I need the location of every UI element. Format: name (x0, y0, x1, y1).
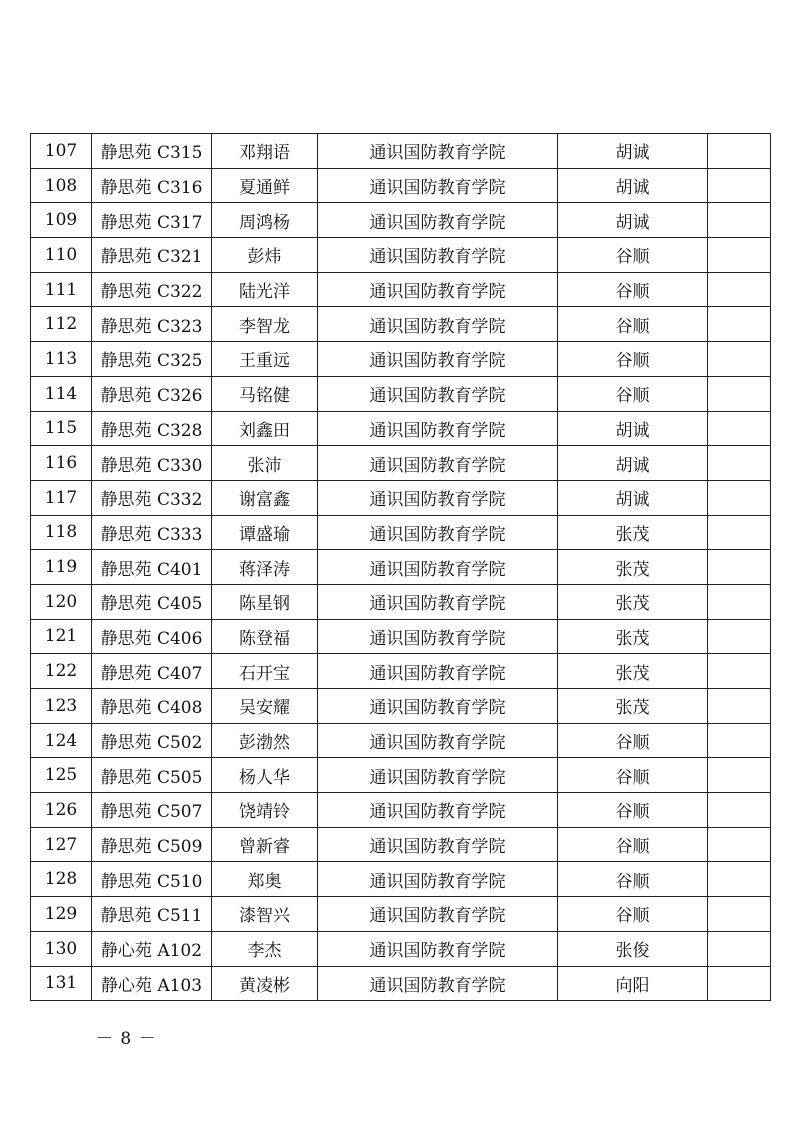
remarks-cell (708, 446, 771, 481)
table-row (31, 689, 771, 724)
table-row (31, 480, 771, 515)
remarks-cell (708, 584, 771, 619)
advisor-name-cell: 谷顺 (558, 758, 708, 793)
table-row (31, 897, 771, 932)
college-cell: 通识国防教育学院 (318, 619, 558, 654)
advisor-name-cell: 谷顺 (558, 827, 708, 862)
room-cell: 静思苑 C511 (92, 897, 212, 932)
advisor-name-cell: 谷顺 (558, 376, 708, 411)
room-cell: 静心苑 A102 (92, 931, 212, 966)
row-number-cell: 128 (31, 862, 92, 897)
room-cell: 静思苑 C405 (92, 584, 212, 619)
remarks-cell (708, 515, 771, 550)
student-name-cell: 邓翔语 (212, 134, 318, 169)
advisor-name-cell: 张茂 (558, 689, 708, 724)
table-row (31, 966, 771, 1001)
table-row (31, 515, 771, 550)
room-cell: 静思苑 C321 (92, 238, 212, 273)
room-cell: 静心苑 A103 (92, 966, 212, 1001)
row-number-cell: 114 (31, 376, 92, 411)
row-number-cell: 129 (31, 897, 92, 932)
student-name-cell: 陈登福 (212, 619, 318, 654)
student-name-cell: 李杰 (212, 931, 318, 966)
room-cell: 静思苑 C407 (92, 654, 212, 689)
table-row (31, 272, 771, 307)
college-cell: 通识国防教育学院 (318, 758, 558, 793)
college-cell: 通识国防教育学院 (318, 584, 558, 619)
student-name-cell: 刘鑫田 (212, 411, 318, 446)
room-cell: 静思苑 C408 (92, 689, 212, 724)
student-name-cell: 周鸿杨 (212, 203, 318, 238)
student-name-cell: 陆光洋 (212, 272, 318, 307)
advisor-name-cell: 张茂 (558, 654, 708, 689)
student-name-cell: 张沛 (212, 446, 318, 481)
student-name-cell: 陈星钢 (212, 584, 318, 619)
room-cell: 静思苑 C333 (92, 515, 212, 550)
row-number-cell: 108 (31, 168, 92, 203)
college-cell: 通识国防教育学院 (318, 307, 558, 342)
college-cell: 通识国防教育学院 (318, 134, 558, 169)
room-cell: 静思苑 C316 (92, 168, 212, 203)
advisor-name-cell: 谷顺 (558, 342, 708, 377)
row-number-cell: 113 (31, 342, 92, 377)
dormitory-roster-table (30, 133, 771, 1001)
remarks-cell (708, 238, 771, 273)
table-row (31, 931, 771, 966)
advisor-name-cell: 谷顺 (558, 307, 708, 342)
row-number-cell: 109 (31, 203, 92, 238)
remarks-cell (708, 203, 771, 238)
table-row (31, 134, 771, 169)
room-cell: 静思苑 C315 (92, 134, 212, 169)
row-number-cell: 117 (31, 480, 92, 515)
college-cell: 通识国防教育学院 (318, 480, 558, 515)
remarks-cell (708, 723, 771, 758)
table-row (31, 168, 771, 203)
table-row (31, 550, 771, 585)
table-row (31, 584, 771, 619)
student-name-cell: 曾新睿 (212, 827, 318, 862)
room-cell: 静思苑 C325 (92, 342, 212, 377)
student-name-cell: 马铭健 (212, 376, 318, 411)
college-cell: 通识国防教育学院 (318, 238, 558, 273)
college-cell: 通识国防教育学院 (318, 342, 558, 377)
row-number-cell: 118 (31, 515, 92, 550)
student-name-cell: 蒋泽涛 (212, 550, 318, 585)
remarks-cell (708, 480, 771, 515)
table-row (31, 793, 771, 828)
remarks-cell (708, 307, 771, 342)
college-cell: 通识国防教育学院 (318, 897, 558, 932)
college-cell: 通识国防教育学院 (318, 550, 558, 585)
room-cell: 静思苑 C317 (92, 203, 212, 238)
row-number-cell: 120 (31, 584, 92, 619)
remarks-cell (708, 550, 771, 585)
table-row (31, 376, 771, 411)
advisor-name-cell: 谷顺 (558, 723, 708, 758)
row-number-cell: 107 (31, 134, 92, 169)
remarks-cell (708, 411, 771, 446)
table-row (31, 238, 771, 273)
advisor-name-cell: 张俊 (558, 931, 708, 966)
table-row (31, 758, 771, 793)
advisor-name-cell: 谷顺 (558, 897, 708, 932)
table-row (31, 411, 771, 446)
table-row (31, 862, 771, 897)
college-cell: 通识国防教育学院 (318, 862, 558, 897)
college-cell: 通识国防教育学院 (318, 411, 558, 446)
row-number-cell: 131 (31, 966, 92, 1001)
row-number-cell: 122 (31, 654, 92, 689)
remarks-cell (708, 168, 771, 203)
advisor-name-cell: 谷顺 (558, 272, 708, 307)
row-number-cell: 121 (31, 619, 92, 654)
remarks-cell (708, 689, 771, 724)
college-cell: 通识国防教育学院 (318, 446, 558, 481)
room-cell: 静思苑 C507 (92, 793, 212, 828)
room-cell: 静思苑 C328 (92, 411, 212, 446)
room-cell: 静思苑 C330 (92, 446, 212, 481)
row-number-cell: 130 (31, 931, 92, 966)
remarks-cell (708, 827, 771, 862)
student-name-cell: 彭渤然 (212, 723, 318, 758)
row-number-cell: 126 (31, 793, 92, 828)
row-number-cell: 125 (31, 758, 92, 793)
room-cell: 静思苑 C509 (92, 827, 212, 862)
college-cell: 通识国防教育学院 (318, 272, 558, 307)
college-cell: 通识国防教育学院 (318, 654, 558, 689)
room-cell: 静思苑 C502 (92, 723, 212, 758)
advisor-name-cell: 谷顺 (558, 862, 708, 897)
student-name-cell: 谭盛瑜 (212, 515, 318, 550)
row-number-cell: 124 (31, 723, 92, 758)
row-number-cell: 119 (31, 550, 92, 585)
remarks-cell (708, 897, 771, 932)
student-name-cell: 石开宝 (212, 654, 318, 689)
advisor-name-cell: 向阳 (558, 966, 708, 1001)
room-cell: 静思苑 C406 (92, 619, 212, 654)
remarks-cell (708, 862, 771, 897)
advisor-name-cell: 谷顺 (558, 238, 708, 273)
college-cell: 通识国防教育学院 (318, 931, 558, 966)
table-row (31, 654, 771, 689)
room-cell: 静思苑 C326 (92, 376, 212, 411)
student-name-cell: 李智龙 (212, 307, 318, 342)
advisor-name-cell: 张茂 (558, 619, 708, 654)
college-cell: 通识国防教育学院 (318, 168, 558, 203)
advisor-name-cell: 张茂 (558, 550, 708, 585)
college-cell: 通识国防教育学院 (318, 966, 558, 1001)
remarks-cell (708, 134, 771, 169)
row-number-cell: 123 (31, 689, 92, 724)
student-name-cell: 谢富鑫 (212, 480, 318, 515)
student-name-cell: 彭炜 (212, 238, 318, 273)
student-name-cell: 夏通鲜 (212, 168, 318, 203)
room-cell: 静思苑 C510 (92, 862, 212, 897)
remarks-cell (708, 272, 771, 307)
remarks-cell (708, 619, 771, 654)
student-name-cell: 黄凌彬 (212, 966, 318, 1001)
table-row (31, 827, 771, 862)
room-cell: 静思苑 C401 (92, 550, 212, 585)
remarks-cell (708, 654, 771, 689)
remarks-cell (708, 793, 771, 828)
advisor-name-cell: 张茂 (558, 515, 708, 550)
row-number-cell: 115 (31, 411, 92, 446)
college-cell: 通识国防教育学院 (318, 793, 558, 828)
remarks-cell (708, 931, 771, 966)
room-cell: 静思苑 C322 (92, 272, 212, 307)
table-row (31, 307, 771, 342)
table-row (31, 619, 771, 654)
advisor-name-cell: 谷顺 (558, 793, 708, 828)
room-cell: 静思苑 C332 (92, 480, 212, 515)
student-name-cell: 郑奥 (212, 862, 318, 897)
college-cell: 通识国防教育学院 (318, 723, 558, 758)
remarks-cell (708, 376, 771, 411)
room-cell: 静思苑 C323 (92, 307, 212, 342)
row-number-cell: 116 (31, 446, 92, 481)
advisor-name-cell: 胡诚 (558, 480, 708, 515)
advisor-name-cell: 胡诚 (558, 134, 708, 169)
college-cell: 通识国防教育学院 (318, 689, 558, 724)
roster-table-body (31, 134, 771, 1001)
table-row (31, 342, 771, 377)
advisor-name-cell: 胡诚 (558, 446, 708, 481)
table-row (31, 203, 771, 238)
college-cell: 通识国防教育学院 (318, 827, 558, 862)
advisor-name-cell: 胡诚 (558, 411, 708, 446)
college-cell: 通识国防教育学院 (318, 203, 558, 238)
student-name-cell: 王重远 (212, 342, 318, 377)
advisor-name-cell: 胡诚 (558, 203, 708, 238)
remarks-cell (708, 966, 771, 1001)
row-number-cell: 110 (31, 238, 92, 273)
row-number-cell: 112 (31, 307, 92, 342)
advisor-name-cell: 胡诚 (558, 168, 708, 203)
remarks-cell (708, 342, 771, 377)
student-name-cell: 吴安耀 (212, 689, 318, 724)
page-number: － 8 － (96, 1029, 157, 1049)
remarks-cell (708, 758, 771, 793)
row-number-cell: 111 (31, 272, 92, 307)
table-row (31, 446, 771, 481)
student-name-cell: 漆智兴 (212, 897, 318, 932)
table-row (31, 723, 771, 758)
advisor-name-cell: 张茂 (558, 584, 708, 619)
row-number-cell: 127 (31, 827, 92, 862)
student-name-cell: 饶靖铃 (212, 793, 318, 828)
room-cell: 静思苑 C505 (92, 758, 212, 793)
student-name-cell: 杨人华 (212, 758, 318, 793)
college-cell: 通识国防教育学院 (318, 515, 558, 550)
college-cell: 通识国防教育学院 (318, 376, 558, 411)
